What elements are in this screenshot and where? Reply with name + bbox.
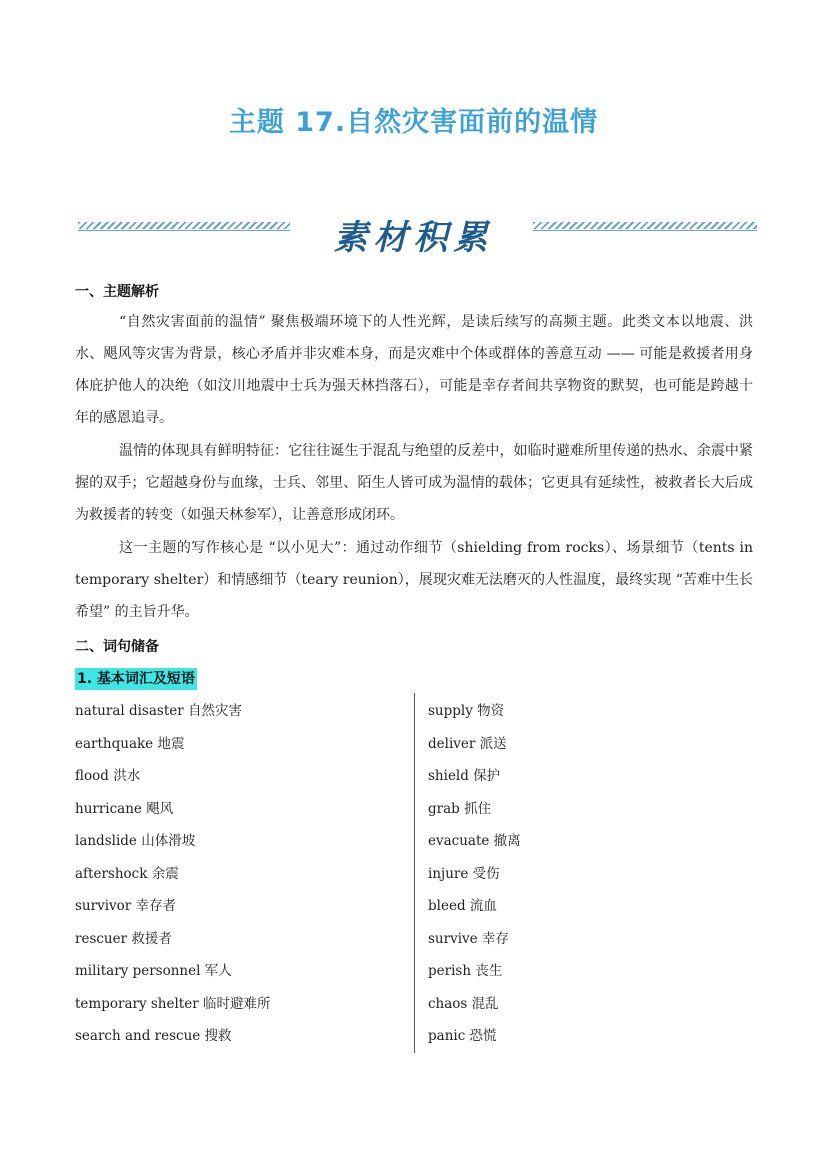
vocab-item: earthquake 地震 <box>75 735 185 752</box>
vocab-item: injure 受伤 <box>428 865 500 882</box>
vocab-item: military personnel 军人 <box>75 963 232 979</box>
vocab-item: deliver 派送 <box>428 735 507 752</box>
banner-title: 素材积累 <box>333 218 494 258</box>
vocab-right-column <box>428 695 521 1053</box>
vocab-item: shield 保护 <box>428 768 501 784</box>
banner-right-stripe <box>533 222 757 229</box>
vocab-item: rescuer 救援者 <box>75 930 172 947</box>
vocab-item: grab 抓住 <box>428 800 492 817</box>
section1-paragraph-1: “自然灾害面前的温情” 聚焦极端环境下的人性光辉，是读后续写的高频主题。此类文本以地震、洪水、飓风等灾害为背景，核心矛盾并非灾难本身，而是灾难中个体或群体的善意互动 —— 可能是救援者用身体庇护他人的决绝（如汶川地震中士兵为强天林挡落石），可能是幸存者间共享物资的默契，也可能是跨越十年的感恩追寻。 <box>75 314 753 426</box>
banner-right-line <box>533 230 757 231</box>
vocab-item: evacuate 撤离 <box>428 833 521 849</box>
vocab-item: hurricane 飓风 <box>75 800 174 817</box>
vocab-item: flood 洪水 <box>75 768 141 784</box>
vocab-left-column <box>75 695 270 1053</box>
vocab-item: aftershock 余震 <box>75 865 179 882</box>
section2-heading: 二、词句储备 <box>75 639 159 655</box>
vocab-item: panic 恐慌 <box>428 1028 497 1044</box>
vocab-item: bleed 流血 <box>428 898 497 914</box>
column-divider <box>414 693 415 1053</box>
section1-paragraph-3: 这一主题的写作核心是 “以小见大”：通过动作细节（shielding from rocks）、场景细节（tents in temporary shelter）和情感细节（teary reunion），展现灾难无法磨灭的人性温度，最终实现 “苦难中生长希望” 的主旨升华。 <box>75 540 753 620</box>
vocab-subheading: 1. 基本词汇及短语 <box>75 668 197 690</box>
vocab-item: perish 丧生 <box>428 963 503 979</box>
section1-paragraph-2: 温情的体现具有鲜明特征：它往往诞生于混乱与绝望的反差中，如临时避难所里传递的热水、余震中紧握的双手；它超越身份与血缘，士兵、邻里、陌生人皆可成为温情的载体；它更具有延续性，被救者长大后成为救援者的转变（如强天林参军），让善意形成闭环。 <box>75 443 753 523</box>
vocab-item: search and rescue 搜救 <box>75 1028 232 1044</box>
vocab-item: temporary shelter 临时避难所 <box>75 995 271 1012</box>
vocab-item: natural disaster 自然灾害 <box>75 703 242 719</box>
vocab-item: chaos 混乱 <box>428 995 499 1012</box>
page-title: 主题 17.自然灾害面前的温情 <box>228 107 599 138</box>
vocab-item: survivor 幸存者 <box>75 898 177 914</box>
vocab-item: supply 物资 <box>428 703 505 719</box>
vocab-item: landslide 山体滑坡 <box>75 833 196 849</box>
vocab-item: survive 幸存 <box>428 930 509 947</box>
section1-heading: 一、主题解析 <box>75 284 159 300</box>
